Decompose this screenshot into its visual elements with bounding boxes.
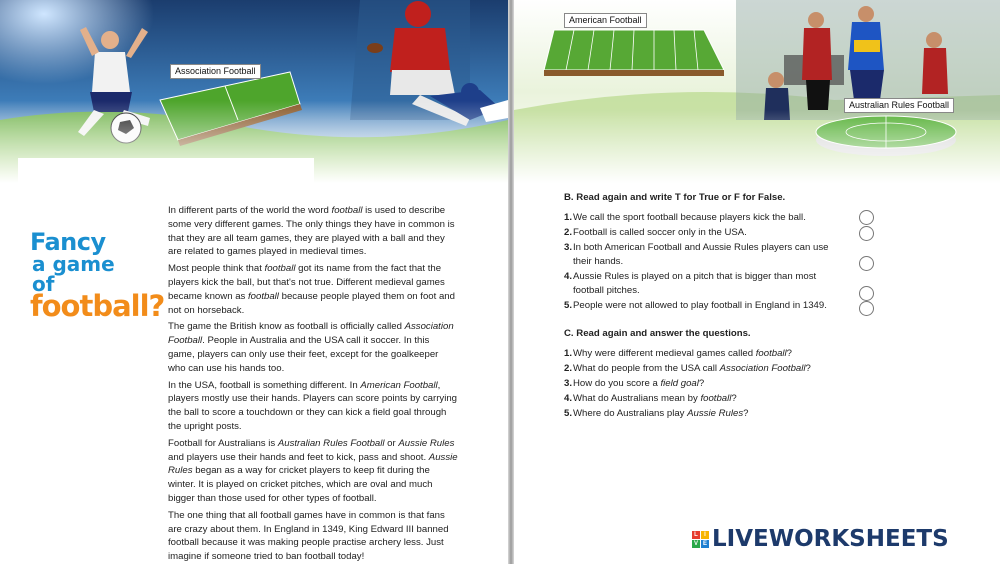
paragraph-text: In different parts of the world the word bbox=[168, 205, 332, 216]
paragraph-text: . People in Australia and the USA call it soccer. In this game, players can only use their feet, except for the goalkeeper who can use his hands too. bbox=[168, 335, 439, 374]
question-number: 2. bbox=[564, 227, 573, 238]
italic-term: Aussie Rules bbox=[687, 408, 744, 419]
question-text bbox=[573, 270, 843, 298]
question-text-part: In both American Football and Aussie Rules players can use their hands. bbox=[573, 242, 829, 267]
italic-term: Association Football bbox=[168, 321, 454, 347]
answer-circle-b1[interactable] bbox=[859, 210, 874, 225]
paragraph-text: and players use their hands and feet to kick, pass and shoot. bbox=[168, 451, 429, 463]
true-false-item bbox=[564, 226, 984, 240]
question-text-part: People were not allowed to play football in England in 1349. bbox=[573, 300, 827, 311]
question-text-part: We call the sport football because players kick the ball. bbox=[573, 212, 806, 223]
question-text-part: Aussie Rules is played on a pitch that is bigger than most football pitches. bbox=[573, 271, 817, 296]
logo-square: I bbox=[701, 531, 709, 539]
section-c bbox=[564, 328, 984, 422]
article-paragraph bbox=[168, 262, 458, 317]
paragraph-text: In the USA, football is something different. In bbox=[168, 379, 361, 391]
paragraph-text: , players mostly use their hands. Players can score points by carrying the ball to score a touchdown or they can kick a field goal through the upright posts. bbox=[168, 379, 458, 432]
italic-term: football bbox=[264, 263, 296, 275]
question-number: 1. bbox=[564, 212, 573, 223]
title-line-1: Fancy bbox=[30, 228, 106, 256]
true-false-item bbox=[564, 299, 984, 313]
italic-term: field goal bbox=[660, 378, 699, 389]
article-paragraph bbox=[168, 320, 458, 375]
liveworksheets-logo-icon bbox=[692, 531, 709, 548]
question-text-part: Football is called soccer only in the USA. bbox=[573, 227, 747, 238]
question-number: 1. bbox=[564, 348, 573, 359]
right-page bbox=[514, 0, 1000, 564]
italic-term: Australian Rules Football bbox=[277, 437, 385, 449]
italic-term: football bbox=[700, 393, 732, 404]
paragraph-text: or bbox=[384, 437, 399, 449]
italic-term: football bbox=[755, 348, 787, 359]
article-paragraph bbox=[168, 379, 458, 434]
question-number: 3. bbox=[564, 242, 573, 253]
italic-term: Association Football bbox=[719, 363, 806, 374]
association-football-label: Association Football bbox=[170, 64, 261, 79]
question-item bbox=[564, 347, 984, 361]
australian-rules-label: Australian Rules Football bbox=[844, 98, 954, 113]
question-item bbox=[564, 407, 984, 421]
paragraph-text: Most people think that bbox=[168, 263, 265, 275]
paragraph-text: because people played them on foot and not on horseback. bbox=[168, 290, 455, 316]
logo-square: L bbox=[692, 531, 700, 539]
answer-circle-b3[interactable] bbox=[859, 256, 874, 271]
article-body bbox=[168, 204, 458, 564]
answer-circle-b5[interactable] bbox=[859, 301, 874, 316]
question-text bbox=[573, 362, 843, 376]
question-text bbox=[573, 407, 843, 421]
paragraph-text: is used to describe some very different games. The only things they have in common is that they are all team games, they are played with a ball and they are related to games played in medieval times. bbox=[168, 205, 455, 258]
italic-term: American Football bbox=[360, 379, 438, 391]
question-text bbox=[573, 211, 843, 225]
liveworksheets-logo bbox=[692, 526, 949, 552]
question-text-part: ? bbox=[805, 363, 811, 374]
paragraph-text: The game the British know as football is officially called bbox=[168, 321, 405, 333]
question-number: 3. bbox=[564, 378, 573, 389]
article-paragraph bbox=[168, 204, 458, 259]
question-text-part: Why were different medieval games called bbox=[573, 348, 756, 359]
paragraph-text: Football for Australians is bbox=[168, 437, 278, 449]
article-title bbox=[30, 228, 165, 323]
true-false-item bbox=[564, 241, 984, 269]
question-number: 5. bbox=[564, 408, 573, 419]
title-line-3: of bbox=[32, 272, 55, 296]
question-text-part: How do you score a bbox=[573, 378, 661, 389]
question-text-part: ? bbox=[698, 378, 705, 389]
question-text-part: ? bbox=[731, 393, 737, 404]
question-text bbox=[573, 377, 843, 391]
title-line-2: a game bbox=[32, 252, 115, 276]
question-text bbox=[573, 347, 843, 361]
question-item bbox=[564, 377, 984, 391]
section-b bbox=[564, 192, 984, 314]
question-text bbox=[573, 299, 843, 313]
question-text bbox=[573, 241, 843, 269]
italic-term: Aussie Rules bbox=[398, 437, 455, 449]
question-item bbox=[564, 392, 984, 406]
paragraph-text: The one thing that all football games have in common is that fans are crazy about them. In England in 1349, King Edward III banned football because it was making people practise archery less. Just imagine if someone tried to ban football today! bbox=[168, 509, 449, 563]
paragraph-text: began as a way for cricket players to keep fit during the winter. It is played on cricket pitches, which are oval and much bigger than those used for other types of football. bbox=[168, 465, 433, 504]
article-paragraph bbox=[168, 509, 458, 564]
question-text bbox=[573, 226, 843, 240]
liveworksheets-logo-text: LIVEWORKSHEETS bbox=[712, 526, 949, 552]
true-false-item bbox=[564, 211, 984, 225]
question-text bbox=[573, 392, 843, 406]
title-line-4: football? bbox=[30, 289, 165, 323]
italic-term: football bbox=[331, 205, 363, 216]
section-b-heading: B. Read again and write T for True or F for False. bbox=[564, 192, 786, 203]
question-number: 4. bbox=[564, 393, 573, 404]
left-banner-image bbox=[0, 0, 508, 183]
question-number: 2. bbox=[564, 363, 573, 374]
italic-term: football bbox=[248, 290, 279, 302]
italic-term: Aussie Rules bbox=[168, 451, 458, 477]
true-false-item bbox=[564, 270, 984, 298]
question-text-part: What do Australians mean by bbox=[573, 393, 701, 404]
article-paragraph bbox=[168, 437, 458, 506]
american-football-label: American Football bbox=[564, 13, 647, 28]
section-c-heading: C. Read again and answer the questions. bbox=[564, 328, 751, 339]
question-text-part: Where do Australians play bbox=[573, 408, 688, 419]
paragraph-text: got its name from the fact that the players kick the ball, but that's not true. Different medieval games became known as bbox=[168, 263, 445, 302]
question-item bbox=[564, 362, 984, 376]
answer-circle-b4[interactable] bbox=[859, 286, 874, 301]
question-text-part: What do people from the USA call bbox=[573, 363, 720, 374]
banner-white-strip bbox=[18, 158, 314, 184]
answer-circle-b2[interactable] bbox=[859, 226, 874, 241]
logo-square: V bbox=[693, 540, 698, 547]
question-text-part: ? bbox=[786, 348, 793, 359]
question-number: 5. bbox=[564, 300, 573, 311]
logo-square: E bbox=[702, 540, 707, 547]
question-text-part: ? bbox=[743, 408, 749, 419]
question-number: 4. bbox=[564, 271, 573, 282]
